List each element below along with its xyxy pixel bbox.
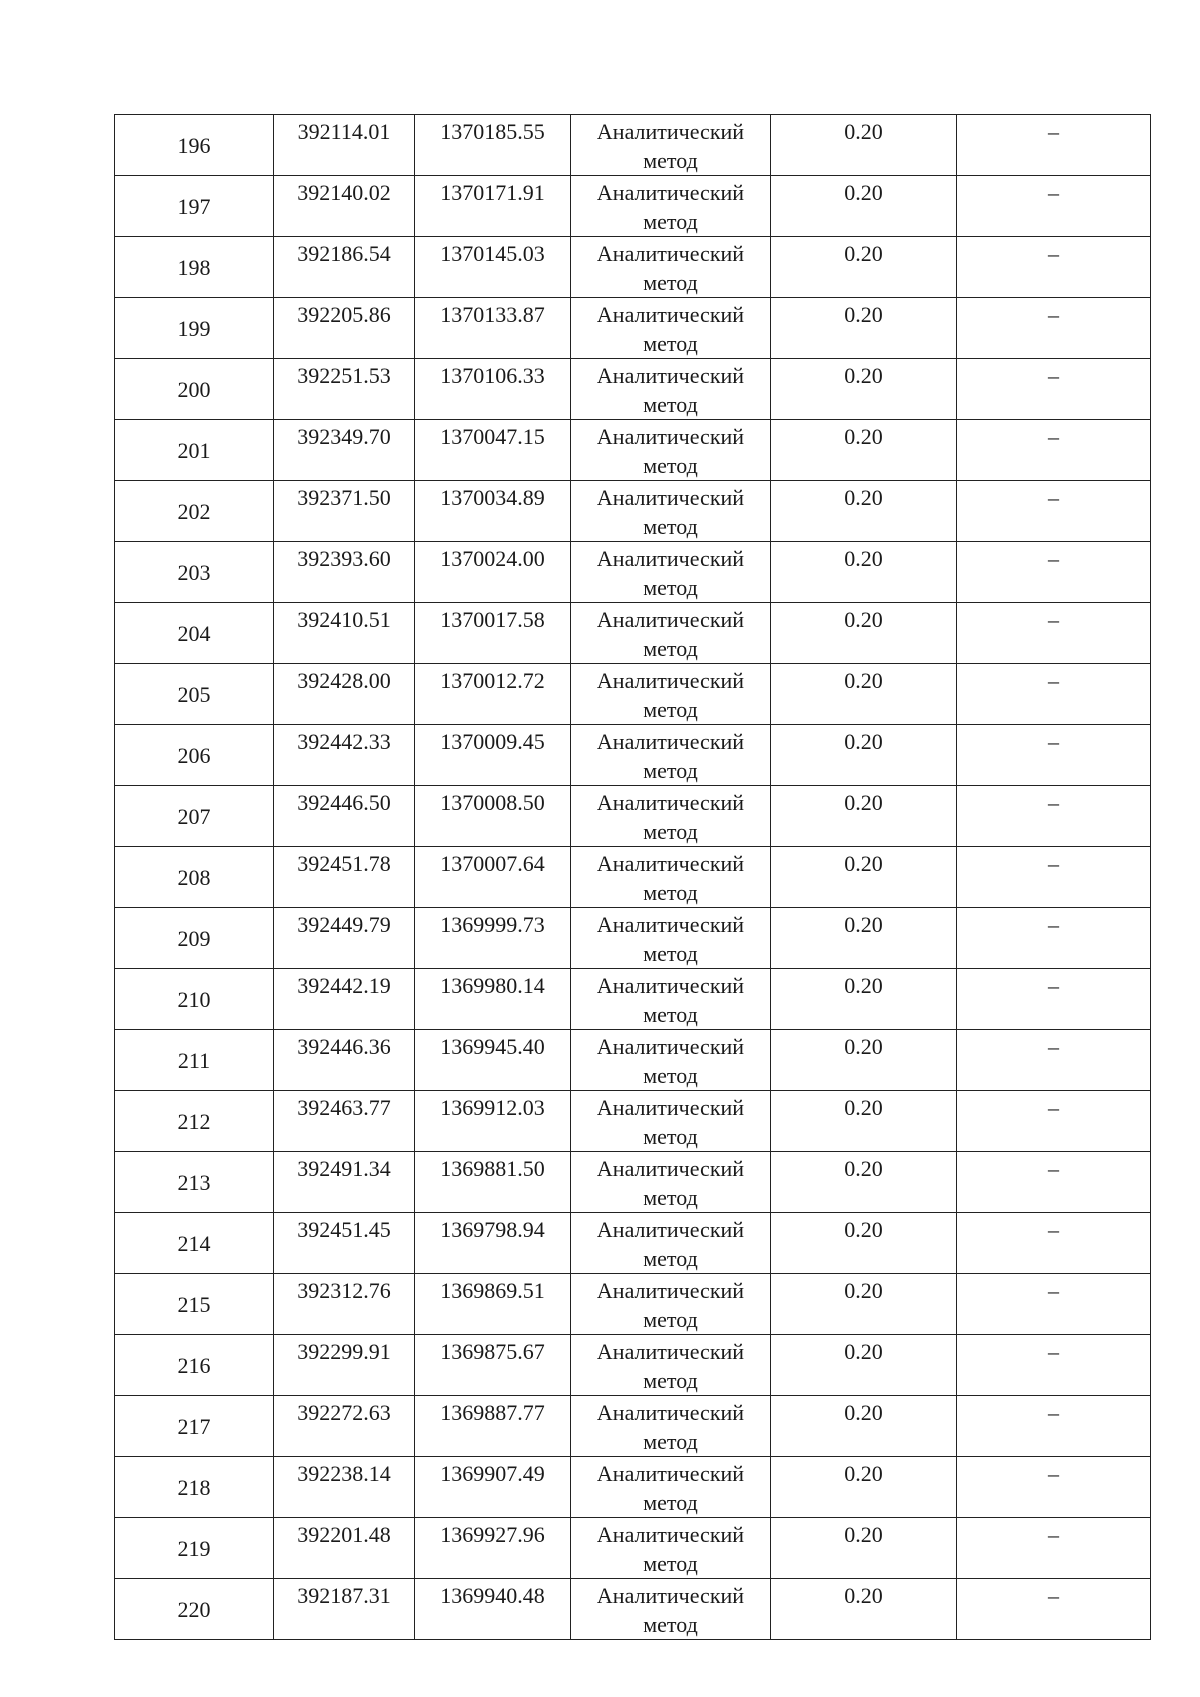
method-line-2: метод xyxy=(643,636,698,661)
table-row xyxy=(115,176,1151,237)
note-cell: – xyxy=(957,1518,1151,1579)
x-coordinate-cell: 392446.50 xyxy=(274,786,415,847)
x-coordinate-cell: 392442.19 xyxy=(274,969,415,1030)
accuracy-cell: 0.20 xyxy=(771,481,957,542)
method-line-2: метод xyxy=(643,453,698,478)
point-number-cell: 220 xyxy=(115,1579,274,1640)
y-coordinate-cell: 1370034.89 xyxy=(415,481,571,542)
accuracy-cell: 0.20 xyxy=(771,1152,957,1213)
y-coordinate-cell: 1369875.67 xyxy=(415,1335,571,1396)
x-coordinate-cell: 392251.53 xyxy=(274,359,415,420)
x-coordinate-cell: 392428.00 xyxy=(274,664,415,725)
method-cell xyxy=(571,359,771,420)
table-row xyxy=(115,1274,1151,1335)
x-coordinate-cell: 392442.33 xyxy=(274,725,415,786)
table-row xyxy=(115,664,1151,725)
y-coordinate-cell: 1369912.03 xyxy=(415,1091,571,1152)
table-row xyxy=(115,908,1151,969)
note-cell: – xyxy=(957,1335,1151,1396)
method-cell xyxy=(571,481,771,542)
method-line-1: Аналитический xyxy=(596,1339,745,1364)
method-cell xyxy=(571,1213,771,1274)
x-coordinate-cell: 392451.78 xyxy=(274,847,415,908)
method-cell xyxy=(571,298,771,359)
method-line-2: метод xyxy=(643,392,698,417)
x-coordinate-cell: 392312.76 xyxy=(274,1274,415,1335)
table-row xyxy=(115,298,1151,359)
method-line-2: метод xyxy=(643,331,698,356)
method-line-1: Аналитический xyxy=(596,119,745,144)
y-coordinate-cell: 1369940.48 xyxy=(415,1579,571,1640)
x-coordinate-cell: 392238.14 xyxy=(274,1457,415,1518)
x-coordinate-cell: 392463.77 xyxy=(274,1091,415,1152)
point-number-cell: 196 xyxy=(115,115,274,176)
method-cell xyxy=(571,603,771,664)
method-cell xyxy=(571,237,771,298)
x-coordinate-cell: 392449.79 xyxy=(274,908,415,969)
method-line-2: метод xyxy=(643,1490,698,1515)
x-coordinate-cell: 392114.01 xyxy=(274,115,415,176)
table-row xyxy=(115,1030,1151,1091)
method-cell xyxy=(571,176,771,237)
point-number-cell: 215 xyxy=(115,1274,274,1335)
point-number-cell: 210 xyxy=(115,969,274,1030)
table-row xyxy=(115,237,1151,298)
method-line-1: Аналитический xyxy=(596,1400,745,1425)
x-coordinate-cell: 392349.70 xyxy=(274,420,415,481)
y-coordinate-cell: 1370009.45 xyxy=(415,725,571,786)
y-coordinate-cell: 1369887.77 xyxy=(415,1396,571,1457)
note-cell: – xyxy=(957,176,1151,237)
point-number-cell: 219 xyxy=(115,1518,274,1579)
table-row xyxy=(115,1152,1151,1213)
method-line-2: метод xyxy=(643,1063,698,1088)
point-number-cell: 213 xyxy=(115,1152,274,1213)
table-row xyxy=(115,115,1151,176)
method-line-1: Аналитический xyxy=(596,363,745,388)
point-number-cell: 202 xyxy=(115,481,274,542)
note-cell: – xyxy=(957,1091,1151,1152)
y-coordinate-cell: 1369798.94 xyxy=(415,1213,571,1274)
note-cell: – xyxy=(957,298,1151,359)
method-line-1: Аналитический xyxy=(596,1156,745,1181)
method-cell xyxy=(571,1152,771,1213)
table-row xyxy=(115,847,1151,908)
method-line-1: Аналитический xyxy=(596,1095,745,1120)
method-cell xyxy=(571,1457,771,1518)
point-number-cell: 204 xyxy=(115,603,274,664)
accuracy-cell: 0.20 xyxy=(771,1091,957,1152)
method-line-1: Аналитический xyxy=(596,1217,745,1242)
method-line-2: метод xyxy=(643,1429,698,1454)
point-number-cell: 218 xyxy=(115,1457,274,1518)
accuracy-cell: 0.20 xyxy=(771,115,957,176)
point-number-cell: 217 xyxy=(115,1396,274,1457)
x-coordinate-cell: 392187.31 xyxy=(274,1579,415,1640)
x-coordinate-cell: 392393.60 xyxy=(274,542,415,603)
y-coordinate-cell: 1370008.50 xyxy=(415,786,571,847)
method-line-1: Аналитический xyxy=(596,424,745,449)
method-line-2: метод xyxy=(643,270,698,295)
method-line-1: Аналитический xyxy=(596,1034,745,1059)
note-cell: – xyxy=(957,908,1151,969)
method-line-2: метод xyxy=(643,1551,698,1576)
note-cell: – xyxy=(957,1030,1151,1091)
table-row xyxy=(115,603,1151,664)
method-line-2: метод xyxy=(643,1124,698,1149)
method-cell xyxy=(571,725,771,786)
y-coordinate-cell: 1369980.14 xyxy=(415,969,571,1030)
method-line-2: метод xyxy=(643,514,698,539)
accuracy-cell: 0.20 xyxy=(771,1518,957,1579)
table-row xyxy=(115,420,1151,481)
table-row xyxy=(115,969,1151,1030)
method-cell xyxy=(571,786,771,847)
note-cell: – xyxy=(957,542,1151,603)
table-row xyxy=(115,1091,1151,1152)
x-coordinate-cell: 392272.63 xyxy=(274,1396,415,1457)
accuracy-cell: 0.20 xyxy=(771,176,957,237)
method-line-1: Аналитический xyxy=(596,546,745,571)
table-row xyxy=(115,481,1151,542)
method-line-2: метод xyxy=(643,758,698,783)
accuracy-cell: 0.20 xyxy=(771,908,957,969)
method-line-1: Аналитический xyxy=(596,668,745,693)
y-coordinate-cell: 1370171.91 xyxy=(415,176,571,237)
method-line-1: Аналитический xyxy=(596,1461,745,1486)
method-cell xyxy=(571,115,771,176)
point-number-cell: 200 xyxy=(115,359,274,420)
y-coordinate-cell: 1370012.72 xyxy=(415,664,571,725)
accuracy-cell: 0.20 xyxy=(771,786,957,847)
accuracy-cell: 0.20 xyxy=(771,603,957,664)
note-cell: – xyxy=(957,786,1151,847)
table-row xyxy=(115,1335,1151,1396)
method-line-2: метод xyxy=(643,1185,698,1210)
method-line-2: метод xyxy=(643,209,698,234)
method-cell xyxy=(571,1518,771,1579)
accuracy-cell: 0.20 xyxy=(771,1335,957,1396)
table-row xyxy=(115,542,1151,603)
coordinates-table-body xyxy=(115,115,1151,1640)
note-cell: – xyxy=(957,1274,1151,1335)
y-coordinate-cell: 1370017.58 xyxy=(415,603,571,664)
note-cell: – xyxy=(957,664,1151,725)
note-cell: – xyxy=(957,1579,1151,1640)
method-cell xyxy=(571,1274,771,1335)
method-cell xyxy=(571,969,771,1030)
point-number-cell: 207 xyxy=(115,786,274,847)
point-number-cell: 212 xyxy=(115,1091,274,1152)
accuracy-cell: 0.20 xyxy=(771,237,957,298)
method-cell xyxy=(571,1396,771,1457)
method-line-2: метод xyxy=(643,1246,698,1271)
method-line-1: Аналитический xyxy=(596,180,745,205)
method-line-1: Аналитический xyxy=(596,729,745,754)
method-line-2: метод xyxy=(643,819,698,844)
x-coordinate-cell: 392299.91 xyxy=(274,1335,415,1396)
y-coordinate-cell: 1370185.55 xyxy=(415,115,571,176)
point-number-cell: 201 xyxy=(115,420,274,481)
method-line-1: Аналитический xyxy=(596,851,745,876)
y-coordinate-cell: 1369999.73 xyxy=(415,908,571,969)
method-cell xyxy=(571,664,771,725)
method-line-2: метод xyxy=(643,941,698,966)
method-cell xyxy=(571,1091,771,1152)
note-cell: – xyxy=(957,847,1151,908)
y-coordinate-cell: 1369945.40 xyxy=(415,1030,571,1091)
method-line-1: Аналитический xyxy=(596,912,745,937)
point-number-cell: 203 xyxy=(115,542,274,603)
accuracy-cell: 0.20 xyxy=(771,1030,957,1091)
accuracy-cell: 0.20 xyxy=(771,969,957,1030)
table-row xyxy=(115,786,1151,847)
point-number-cell: 206 xyxy=(115,725,274,786)
method-line-1: Аналитический xyxy=(596,1522,745,1547)
accuracy-cell: 0.20 xyxy=(771,1274,957,1335)
accuracy-cell: 0.20 xyxy=(771,542,957,603)
point-number-cell: 216 xyxy=(115,1335,274,1396)
method-line-1: Аналитический xyxy=(596,607,745,632)
note-cell: – xyxy=(957,725,1151,786)
x-coordinate-cell: 392446.36 xyxy=(274,1030,415,1091)
table-row xyxy=(115,1396,1151,1457)
accuracy-cell: 0.20 xyxy=(771,847,957,908)
note-cell: – xyxy=(957,969,1151,1030)
method-line-1: Аналитический xyxy=(596,973,745,998)
y-coordinate-cell: 1370047.15 xyxy=(415,420,571,481)
method-line-1: Аналитический xyxy=(596,485,745,510)
y-coordinate-cell: 1370145.03 xyxy=(415,237,571,298)
point-number-cell: 197 xyxy=(115,176,274,237)
note-cell: – xyxy=(957,1213,1151,1274)
accuracy-cell: 0.20 xyxy=(771,1396,957,1457)
point-number-cell: 199 xyxy=(115,298,274,359)
x-coordinate-cell: 392491.34 xyxy=(274,1152,415,1213)
y-coordinate-cell: 1369869.51 xyxy=(415,1274,571,1335)
method-line-2: метод xyxy=(643,880,698,905)
accuracy-cell: 0.20 xyxy=(771,664,957,725)
method-line-2: метод xyxy=(643,1307,698,1332)
note-cell: – xyxy=(957,1152,1151,1213)
accuracy-cell: 0.20 xyxy=(771,725,957,786)
x-coordinate-cell: 392201.48 xyxy=(274,1518,415,1579)
note-cell: – xyxy=(957,481,1151,542)
accuracy-cell: 0.20 xyxy=(771,359,957,420)
y-coordinate-cell: 1370007.64 xyxy=(415,847,571,908)
point-number-cell: 208 xyxy=(115,847,274,908)
y-coordinate-cell: 1370133.87 xyxy=(415,298,571,359)
table-row xyxy=(115,1518,1151,1579)
coordinates-table xyxy=(114,114,1151,1640)
x-coordinate-cell: 392205.86 xyxy=(274,298,415,359)
point-number-cell: 209 xyxy=(115,908,274,969)
method-line-2: метод xyxy=(643,148,698,173)
note-cell: – xyxy=(957,420,1151,481)
method-line-1: Аналитический xyxy=(596,1583,745,1608)
table-row xyxy=(115,359,1151,420)
method-line-1: Аналитический xyxy=(596,302,745,327)
note-cell: – xyxy=(957,1396,1151,1457)
x-coordinate-cell: 392410.51 xyxy=(274,603,415,664)
method-line-1: Аналитический xyxy=(596,241,745,266)
method-line-2: метод xyxy=(643,697,698,722)
method-cell xyxy=(571,908,771,969)
y-coordinate-cell: 1369907.49 xyxy=(415,1457,571,1518)
method-line-2: метод xyxy=(643,1612,698,1637)
method-cell xyxy=(571,420,771,481)
accuracy-cell: 0.20 xyxy=(771,1457,957,1518)
y-coordinate-cell: 1370106.33 xyxy=(415,359,571,420)
point-number-cell: 214 xyxy=(115,1213,274,1274)
y-coordinate-cell: 1369881.50 xyxy=(415,1152,571,1213)
method-cell xyxy=(571,1335,771,1396)
x-coordinate-cell: 392186.54 xyxy=(274,237,415,298)
table-row xyxy=(115,1457,1151,1518)
x-coordinate-cell: 392451.45 xyxy=(274,1213,415,1274)
table-row xyxy=(115,725,1151,786)
note-cell: – xyxy=(957,359,1151,420)
point-number-cell: 205 xyxy=(115,664,274,725)
method-line-2: метод xyxy=(643,575,698,600)
accuracy-cell: 0.20 xyxy=(771,420,957,481)
method-cell xyxy=(571,847,771,908)
accuracy-cell: 0.20 xyxy=(771,298,957,359)
accuracy-cell: 0.20 xyxy=(771,1579,957,1640)
x-coordinate-cell: 392140.02 xyxy=(274,176,415,237)
table-row xyxy=(115,1213,1151,1274)
x-coordinate-cell: 392371.50 xyxy=(274,481,415,542)
method-line-1: Аналитический xyxy=(596,790,745,815)
note-cell: – xyxy=(957,1457,1151,1518)
note-cell: – xyxy=(957,115,1151,176)
table-row xyxy=(115,1579,1151,1640)
method-line-2: метод xyxy=(643,1368,698,1393)
method-cell xyxy=(571,1579,771,1640)
point-number-cell: 198 xyxy=(115,237,274,298)
accuracy-cell: 0.20 xyxy=(771,1213,957,1274)
y-coordinate-cell: 1369927.96 xyxy=(415,1518,571,1579)
method-cell xyxy=(571,542,771,603)
method-cell xyxy=(571,1030,771,1091)
method-line-2: метод xyxy=(643,1002,698,1027)
note-cell: – xyxy=(957,603,1151,664)
note-cell: – xyxy=(957,237,1151,298)
method-line-1: Аналитический xyxy=(596,1278,745,1303)
point-number-cell: 211 xyxy=(115,1030,274,1091)
y-coordinate-cell: 1370024.00 xyxy=(415,542,571,603)
